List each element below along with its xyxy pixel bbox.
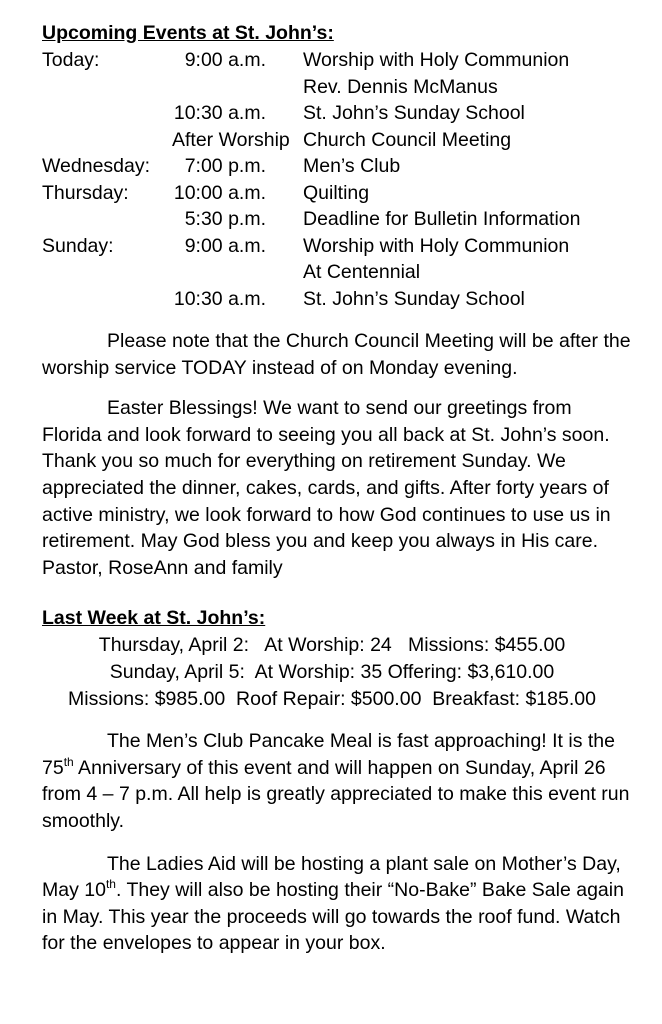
schedule-day: Thursday:	[42, 181, 129, 204]
council-meeting-note	[42, 328, 632, 381]
schedule-event: St. John’s Sunday School	[303, 287, 525, 310]
council-note-text: Please note that the Church Council Meeting will be after the worship service TODAY instead of on Monday evening.	[42, 330, 631, 379]
schedule-day: Today:	[42, 49, 100, 71]
schedule-event: At Centennial	[303, 261, 421, 283]
schedule-event: St. John’s Sunday School	[303, 102, 525, 124]
events-schedule	[42, 47, 632, 312]
schedule-event: Men’s Club	[303, 155, 401, 177]
easter-blessings-note	[42, 395, 632, 581]
schedule-event: Worship with Holy Communion	[303, 234, 570, 257]
schedule-row	[42, 74, 632, 101]
schedule-row	[42, 47, 632, 74]
ladies-text-1: The Ladies Aid will be hosting a plant sale on Mother’s Day, May 10	[42, 852, 621, 902]
schedule-time: 10:00 a.m.	[173, 181, 266, 204]
pancake-ordinal: th	[63, 754, 74, 769]
bulletin-page	[42, 20, 632, 957]
schedule-row	[42, 100, 632, 127]
schedule-time: 5:30 p.m.	[184, 208, 266, 230]
schedule-day: Sunday:	[42, 234, 114, 257]
schedule-time: 10:30 a.m.	[173, 102, 266, 124]
last-week-heading: Last Week at St. John’s:	[42, 607, 266, 630]
pancake-text-2: Anniversary of this event and will happen on Sunday, April 26 from 4 – 7 p.m. All help is greatly appreciated to make this event run smoothly.	[42, 756, 630, 832]
schedule-event: Worship with Holy Communion	[303, 49, 570, 71]
schedule-time: 9:00 a.m.	[184, 49, 266, 71]
upcoming-events-heading: Upcoming Events at St. John’s:	[42, 22, 334, 44]
schedule-event: Church Council Meeting	[303, 128, 512, 151]
schedule-event: Rev. Dennis McManus	[303, 75, 498, 98]
schedule-row	[42, 233, 632, 260]
schedule-time: 9:00 a.m.	[184, 234, 266, 257]
pancake-text-1: The Men’s Club Pancake Meal is fast approaching! It is the 75	[42, 730, 615, 779]
easter-note-text: Easter Blessings! We want to send our greetings from Florida and look forward to seeing you all back at St. John’s soon. Thank you so much for everything on retirement Sunday. We appreciated the dinner, cakes, cards, and gifts. After forty years of active ministry, we look forward to how God continues to use us in retirement. May God bless you and keep you always in His care. Pastor, RoseAnn and family	[42, 397, 611, 579]
schedule-row	[42, 206, 632, 233]
schedule-time: After Worship	[172, 128, 290, 151]
schedule-event: Deadline for Bulletin Information	[303, 208, 581, 230]
ladies-aid-note	[42, 851, 632, 957]
schedule-day: Wednesday:	[42, 155, 151, 177]
ladies-ordinal: th	[105, 877, 116, 892]
schedule-row	[42, 127, 632, 154]
schedule-time: 10:30 a.m.	[173, 287, 266, 310]
schedule-row	[42, 286, 632, 313]
schedule-row	[42, 180, 632, 207]
pancake-meal-note	[42, 728, 632, 834]
ladies-text-2: . They will also be hosting their “No-Bake” Bake Sale again in May. This year the proceeds will go towards the roof fund. Watch for the envelopes to appear in your box.	[42, 879, 624, 955]
schedule-event: Quilting	[303, 181, 370, 204]
stats-line: Missions: $985.00 Roof Repair: $500.00 Breakfast: $185.00	[68, 687, 596, 710]
stats-line: Thursday, April 2: At Worship: 24 Missions: $455.00	[98, 634, 566, 657]
stats-line: Sunday, April 5: At Worship: 35 Offering: $3,610.00	[109, 660, 555, 683]
last-week-stats	[42, 632, 622, 712]
schedule-time: 7:00 p.m.	[184, 155, 266, 177]
schedule-row	[42, 153, 632, 180]
schedule-row	[42, 259, 632, 286]
